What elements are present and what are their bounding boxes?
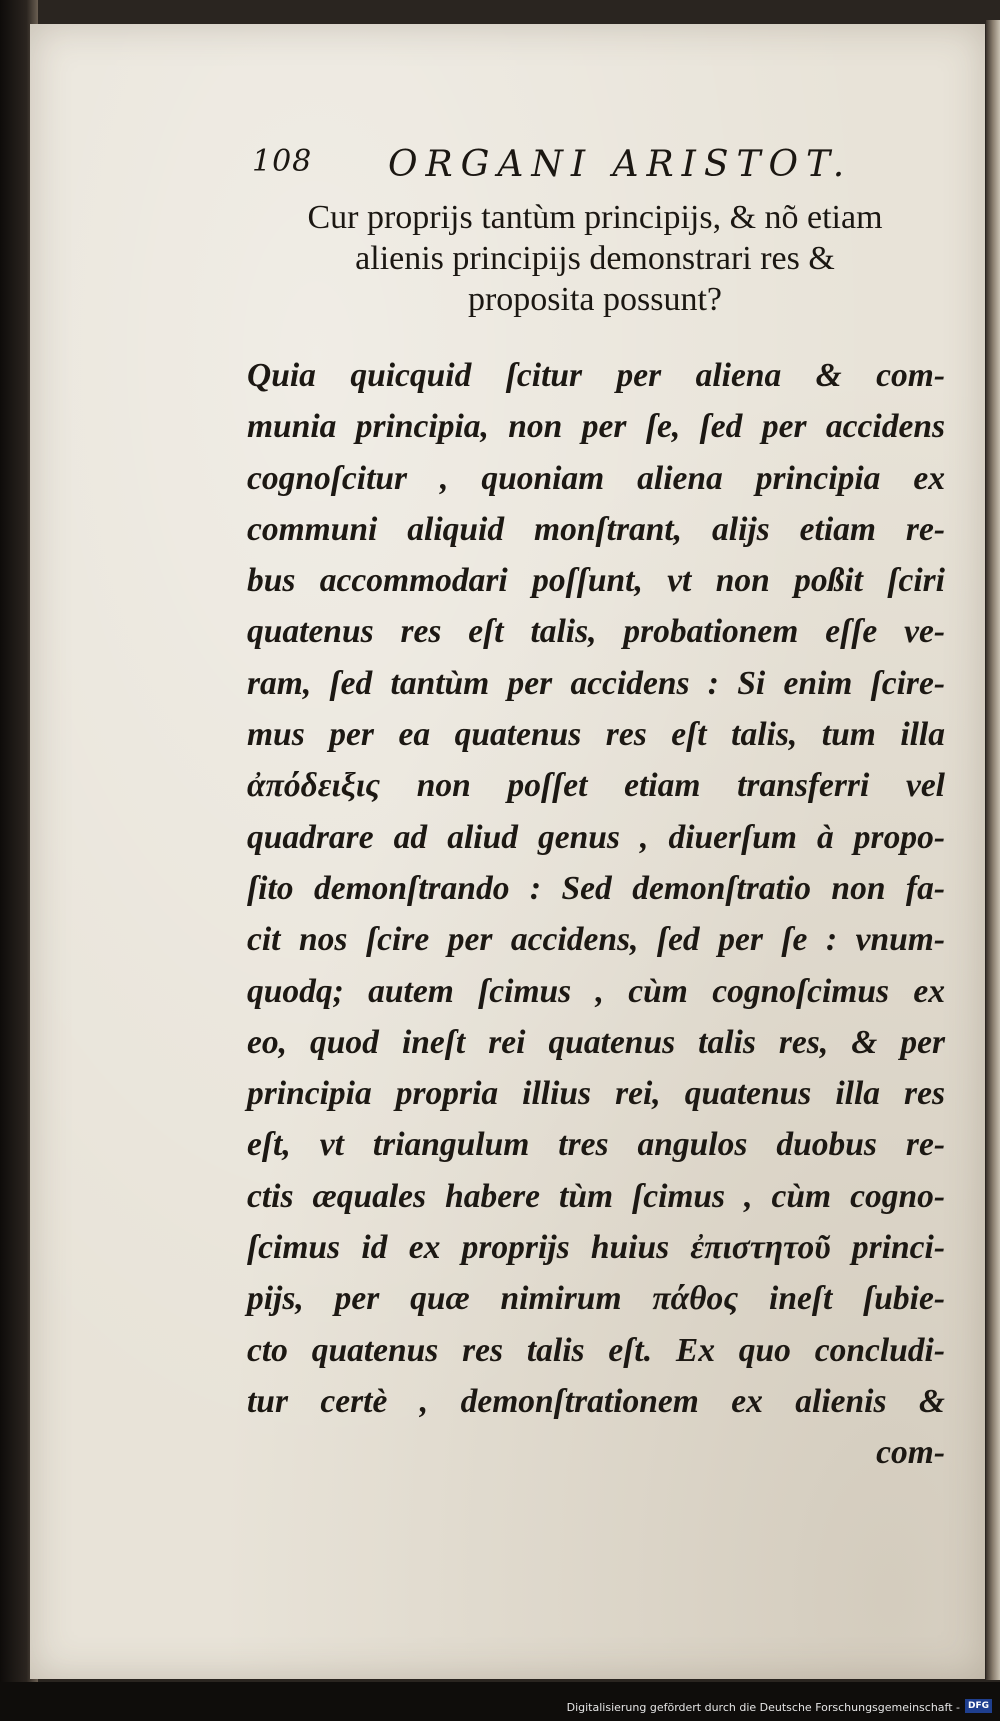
text-line: bus accommodari poſſunt, vt non poßit ſciri: [247, 562, 945, 600]
text-line: cit nos ſcire per accidens, ſed per ſe : vnum-: [247, 921, 945, 959]
running-head: [252, 144, 862, 192]
text-line: ſito demonſtrando : Sed demonſtratio non fa-: [247, 869, 945, 907]
text-line: ἀπόδειξις non poſſet etiam transferri vel: [247, 767, 945, 805]
question-line: alienis principijs demonstrari res &: [355, 240, 835, 277]
running-title: ORGANI ARISTOT.: [388, 144, 853, 185]
text-line: cognoſcitur , quoniam aliena principia ex: [247, 459, 945, 497]
text-line: quatenus res eſt talis, probationem eſſe ve-: [247, 613, 945, 651]
question-line: Cur proprijs tantùm principijs, & nõ etiam: [307, 199, 883, 236]
text-line: eo, quod ineſt rei quatenus talis res, & per: [247, 1023, 945, 1061]
text-line: communi aliquid monſtrant, alijs etiam re-: [247, 510, 945, 548]
text-line: cto quatenus res talis eſt. Ex quo concludi-: [247, 1331, 945, 1369]
text-line: mus per ea quatenus res eſt talis, tum illa: [247, 716, 945, 754]
catchword: com-: [876, 1434, 945, 1472]
text-line: principia propria illius rei, quatenus illa res: [247, 1075, 945, 1113]
text-line: ſcimus id ex proprijs huius ἐπιστητοῦ princi-: [247, 1229, 945, 1267]
dfg-logo-icon: DFG: [965, 1699, 992, 1713]
text-line: ram, ſed tantùm per accidens : Si enim ſcire-: [247, 664, 945, 702]
text-line: quodq; autem ſcimus , cùm cognoſcimus ex: [247, 972, 945, 1010]
text-line: munia principia, non per ſe, ſed per accidens: [247, 408, 945, 446]
page-number: 108: [252, 144, 313, 179]
question-line: proposita possunt?: [467, 281, 723, 318]
body-text: [247, 350, 945, 1479]
question-heading: [245, 197, 945, 320]
text-line: tur certè , demonſtrationem ex alienis &: [247, 1382, 945, 1420]
text-line: quadrare ad aliud genus , diuerſum à propo-: [247, 818, 945, 856]
text-line: Quia quicquid ſcitur per aliena & com-: [247, 357, 945, 394]
text-line: eſt, vt triangulum tres angulos duobus re-: [247, 1126, 945, 1164]
text-line: pijs, per quæ nimirum πάθος ineſt ſubie-: [247, 1280, 945, 1318]
text-line: ctis æquales habere tùm ſcimus , cùm cogno-: [247, 1177, 945, 1215]
footer-credit: Digitalisierung gefördert durch die Deutsche Forschungsgemeinschaft -: [566, 1701, 960, 1714]
page-edge: [986, 20, 1000, 1680]
